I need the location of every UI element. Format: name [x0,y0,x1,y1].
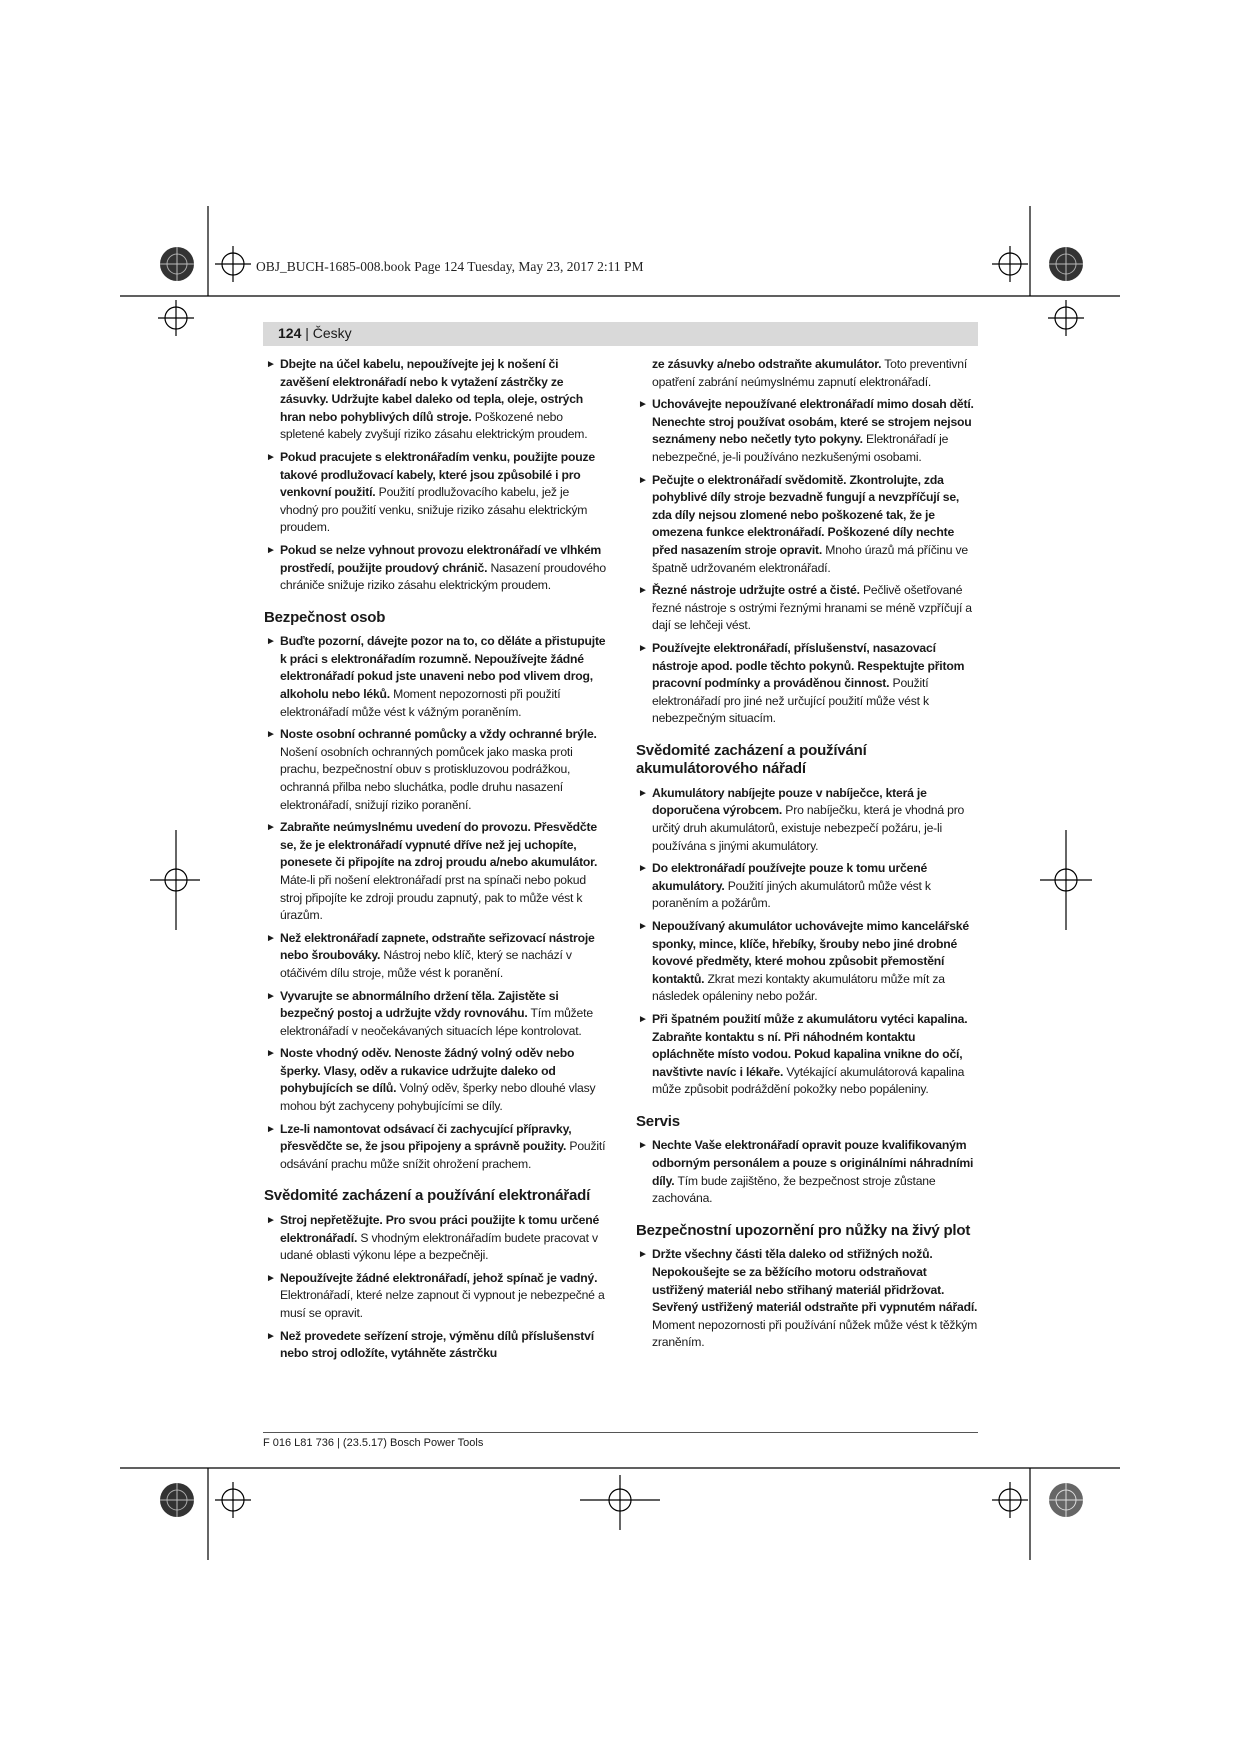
bullet-triangle-icon: ► [638,585,648,597]
bullet-triangle-icon: ► [638,642,648,654]
bullet-triangle-icon: ► [266,544,276,556]
header-language: Česky [312,325,352,341]
list-item: ► Vyvarujte se abnormálního držení těla. Zajistěte si bezpečný postoj a udržujte vždy rovnováhu. Tím můžete elektronářadí v neočekávaných situacích lépe kontrolovat. [266,988,593,1038]
list-item: ► Nepoužívaný akumulátor uchovávejte mimo kancelářské sponky, mince, klíče, hřebíky, šrouby nebo jiné drobné kovové předměty, které mohou způsobit přemostění kontaktů. Zkrat mezi kontakty akumulátoru může mít za následek opáleniny nebo požár. [638,919,969,1004]
list-item: ► Nepoužívejte žádné elektronářadí, jehož spínač je vadný. Elektronářadí, které nelze zapnout či vypnout je nebezpečné a musí se opravit. [266,1270,605,1320]
list-item: ► Používejte elektronářadí, příslušenství, nasazovací nástroje apod. podle těchto pokynů. Respektujte přitom pracovní podmínky a prováděnou činnost. Použití elektronářadí pro jiné než určující použití může vést k nebezpečným situacím. [638,640,965,726]
bullet-triangle-icon: ► [266,1330,276,1342]
list-item: ► Noste osobní ochranné pomůcky a vždy ochranné brýle. Nošení osobních ochranných pomůcek jako maska proti prachu, bezpečnostní obuv s protiskluzovou podrážkou, ochranná přilba nebo sluchátka, podle druhu nasazení elektronářadí, snižují riziko poranění. [266,727,597,812]
section-title-hedge-trimmer: Bezpečnostní upozornění pro nůžky na živý plot [636,1221,971,1239]
power-tool-use-list [264,1212,608,1363]
book-file-line: OBJ_BUCH-1685-008.book Page 124 Tuesday, May 23, 2017 2:11 PM [256,259,644,274]
bullet-triangle-icon: ► [266,822,276,834]
bullet-triangle-icon: ► [638,1014,648,1025]
list-item: ► Uchovávejte nepoužívané elektronářadí mimo dosah dětí. Nenechte stroj používat osobám, které se strojem nejsou seznámeny nebo nečetly tyto pokyny. Elektronářadí je nebezpečné, je-li používáno nezkušenými osobami. [638,397,974,464]
page-header-bar [263,322,978,346]
list-item: ► Lze-li namontovat odsávací či zachycující přípravky, přesvědčte se, že jsou připojeny a správně použity. Použití odsávání prachu může snížit ohrožení prachem. [266,1121,606,1171]
section-title-battery-tool: Svědomité zacházení a používání akumulátorového nářadí [636,741,867,778]
bullet-triangle-icon: ► [266,729,276,741]
left-column [264,356,608,1368]
page-number: 124 [278,325,302,341]
personal-safety-list [264,633,608,1173]
right-column [636,356,980,1357]
list-item: ► Dbejte na účel kabelu, nepoužívejte jej k nošení či zavěšení elektronářadí nebo k vytažení zástrčky ze zásuvky. Udržujte kabel daleko od tepla, oleje, ostrých hran nebo pohyblivých dílů stroje. Poškozené nebo spletené kabely zvyšují riziko zásahu elektrickým proudem. [266,357,588,442]
page-header [278,325,352,341]
list-item: ► Noste vhodný oděv. Nenoste žádný volný oděv nebo šperky. Vlasy, oděv a rukavice udržujte daleko od pohybujících se dílů. Volný oděv, šperky nebo dlouhé vlasy mohou být zachyceny pohybujícími se díly. [266,1046,596,1114]
bullet-triangle-icon: ► [638,863,648,875]
bullet-triangle-icon: ► [266,636,276,648]
list-item: ► Zabraňte neúmyslnému uvedení do provozu. Přesvědčte se, že je elektronářadí vypnuté dříve než jej uchopíte, ponesete či připojíte na zdroj proudu a/nebo akumulátor. Máte-li při nošení elektronářadí prst na spínači nebo pokud stroj připojíte ke zdroji proudu zapnutý, pak to může vést k úrazům. [266,820,598,923]
list-item: ► Řezné nástroje udržujte ostré a čisté. Pečlivě ošetřované řezné nástroje s ostrými řeznými hranami se méně vzpříčují a dají se lehčeji vést. [638,583,972,633]
list-item: ► Při špatném použití může z akumulátoru vytéci kapalina. Zabraňte kontaktu s ní. Při náhodném kontaktu opláchněte místo vodou. Pokud kapalina vnikne do očí, navštivte navíc i lékaře. Vytékající akumulátorová kapalina může způsobit podráždění pokožky nebo popáleniny. [638,1012,968,1097]
bullet-triangle-icon: ► [638,921,648,933]
bullet-triangle-icon: ► [266,1123,276,1135]
section-title-personal-safety: Bezpečnost osob [264,608,386,626]
service-list [636,1137,980,1207]
bullet-triangle-icon: ► [638,787,648,799]
header-separator: | [301,325,313,341]
list-item: ► Pokud pracujete s elektronářadím venku, použijte pouze takové prodlužovací kabely, které jsou způsobilé i pro venkovní použití. Použití prodlužovacího kabelu, jež je vhodný pro použití venku, snižuje riziko zásahu elektrickým proudem. [266,449,595,535]
bullet-triangle-icon: ► [638,474,648,486]
hedge-trimmer-list [636,1246,980,1352]
list-item: ► Buďte pozorní, dávejte pozor na to, co děláte a přistupujte k práci s elektronářadím rozumně. Nepoužívejte žádné elektronářadí pokud jste unaveni nebo pod vlivem drog, alkoholu nebo léků. Moment nepozornosti při použití elektronářadí může vést k vážným poraněním. [266,634,606,719]
bullet-triangle-icon: ► [266,451,276,463]
continued-item: ze zásuvky a/nebo odstraňte akumulátor. Toto preventivní opatření zabrání neúmyslnému zapnutí elektronářadí. [652,357,968,389]
intro-list [264,356,608,595]
list-item: ► Držte všechny části těla daleko od střižných nožů. Nepokoušejte se za běžícího motoru odstraňovat ustřižený materiál nebo střihaný materiál přidržovat. Sevřený ustřižený materiál odstraňte při vypnutém nářadí. Moment nepozornosti při používání nůžek může vést k těžkým zraněním. [638,1247,978,1350]
bullet-triangle-icon: ► [266,990,276,1002]
bullet-triangle-icon: ► [638,399,648,411]
bullet-triangle-icon: ► [266,1214,276,1226]
bullet-triangle-icon: ► [266,932,276,944]
list-item: ► Nechte Vaše elektronářadí opravit pouze kvalifikovaným odborným personálem a pouze s originálními náhradními díly. Tím bude zajištěno, že bezpečnost stroje zůstane zachována. [638,1138,974,1206]
bullet-triangle-icon: ► [266,1272,276,1284]
page-footer: F 016 L81 736 | (23.5.17) Bosch Power Tools [263,1437,484,1449]
power-tool-use-list-continued [636,396,980,728]
section-title-service: Servis [636,1112,680,1130]
list-item: ► Stroj nepřetěžujte. Pro svou práci použijte k tomu určené elektronářadí. S vhodným elektronářadím budete pracovat v udané oblasti výkonu lépe a bezpečněji. [266,1212,600,1263]
list-item: ► Pokud se nelze vyhnout provozu elektronářadí ve vlhkém prostředí, použijte proudový chránič. Nasazení proudového chrániče snižuje riziko zásahu elektrickým proudem. [266,542,606,593]
bullet-triangle-icon: ► [638,1249,648,1261]
bullet-triangle-icon: ► [266,359,276,370]
list-item: ► Než elektronářadí zapnete, odstraňte seřizovací nástroje nebo šroubováky. Nástroj nebo klíč, který se nachází v otáčivém dílu stroje, může vést k poranění. [266,930,595,980]
list-item: ► Pečujte o elektronářadí svědomitě. Zkontrolujte, zda pohyblivé díly stroje bezvadně fungují a nevzpříčují se, zda díly nejsou zlomené nebo poškozené tak, že je omezena funkce elektronářadí. Poškozené díly nechte před nasazením stroje opravit. Mnoho úrazů má příčinu ve špatně udržovaném elektronářadí. [638,472,968,575]
section-title-power-tool-use: Svědomité zacházení a používání elektronářadí [264,1187,591,1205]
list-item: ► Než provedete seřízení stroje, výměnu dílů příslušenství nebo stroj odložíte, vytáhněte zástrčku [266,1328,594,1361]
bullet-triangle-icon: ► [266,1048,276,1060]
bullet-triangle-icon: ► [638,1140,648,1152]
list-item: ► Akumulátory nabíjejte pouze v nabíječce, která je doporučena výrobcem. Pro nabíječku, která je vhodná pro určitý druh akumulátorů, existuje nebezpečí požáru, je-li používána s jinými akumulátory. [638,785,965,853]
footer-divider [263,1432,978,1433]
list-item: ► Do elektronářadí používejte pouze k tomu určené akumulátory. Použití jiných akumulátorů může vést k poraněním a požárům. [638,861,931,911]
battery-tool-list [636,785,980,1099]
